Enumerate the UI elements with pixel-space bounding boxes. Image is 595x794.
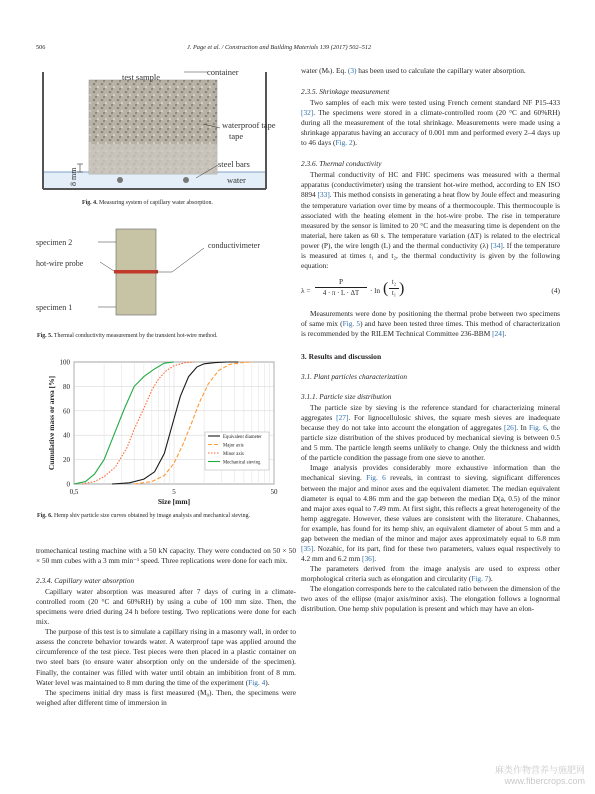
figure-6 [36, 356, 296, 506]
citation-link[interactable]: [33] [317, 190, 330, 200]
citation-link[interactable]: [32] [301, 108, 314, 118]
citation-link[interactable]: [26] [504, 423, 517, 433]
citation-link[interactable]: [27] [336, 413, 349, 423]
subsection-heading: 3.1. Plant particles characterization [301, 372, 407, 382]
left-column-text [36, 546, 296, 708]
particle-size-chart [36, 356, 296, 506]
paragraph: water (Mₜ). Eq. (3) has been used to calculate the capillary water absorption. [301, 66, 526, 75]
fig-ref-link[interactable]: Fig. 7 [471, 573, 489, 583]
running-header: J. Page et al. / Construction and Building Materials 139 (2017) 502–512 [187, 44, 372, 51]
x-tick-label: 5 [172, 488, 176, 496]
y-tick-label: 100 [59, 358, 70, 367]
label-8mm: 8 mm [69, 167, 78, 186]
section-heading: 2.3.4. Capillary water absorption [36, 576, 135, 586]
watermark: 麻类作物营养与施肥网 www.fibercrops.com [494, 765, 585, 786]
steel-bar-right [183, 177, 189, 183]
x-axis-label: Size [mm] [157, 497, 191, 506]
paragraph: Two samples of each mix were tested using French cement standard NF P15-433 [32]. The specimens were stored in a climate-controlled room (20 °C and 60%RH) during all the measurement of the total shrinkage. Measurements were made using a shrinkage apparatus having an accuracy of 0.001 mm and performed every 2–4 days up to 46 days (Fig. 2). [301, 98, 560, 148]
citation-link[interactable]: [24] [492, 328, 505, 338]
fig6-caption: Fig. 6. Hemp shiv particle size curves obtained by image analysis and mechanical sieving. [37, 513, 250, 519]
y-tick-label: 80 [63, 382, 70, 391]
label-waterproof: waterproof tape [222, 120, 276, 130]
paragraph: The parameters derived from the image analysis are used to express other morphological criteria such as elongation and circularity (Fig. 7). [301, 563, 560, 583]
y-tick-label: 20 [63, 456, 70, 465]
capillary-absorption-diagram [36, 58, 298, 194]
y-tick-label: 0 [66, 480, 70, 489]
section-heading: 2.3.6. Thermal conductivity [301, 159, 382, 169]
specimen-2-block [116, 229, 156, 271]
specimen-1-block [116, 273, 156, 315]
legend-label: Major axis [223, 443, 244, 449]
label-hot-wire: hot-wire probe [36, 259, 84, 268]
fig4-caption: Fig. 4. Measuring system of capillary water absorption. [82, 200, 213, 206]
equation-4: λ = P 4 · π · L · ΔT · ln ( t₂ t₁ ) (4) [301, 276, 560, 297]
hot-wire-diagram [36, 224, 298, 324]
label-conductivimeter: conductivimeter [208, 241, 260, 250]
fig-ref-link[interactable]: Fig. 6 [529, 423, 547, 433]
paragraph: Measurements were done by positioning the thermal probe between two specimens of same mix (Fig. 5) and have been tested three times. This method of characterization is recommended by the RILEM Technical Committee 236-BBM [24]. [301, 308, 561, 338]
label-specimen2: specimen 2 [36, 238, 73, 247]
label-specimen1: specimen 1 [36, 303, 73, 312]
eq-ref-link[interactable]: (3) [347, 66, 357, 75]
legend-label: Minor axis [223, 452, 244, 457]
paragraph: Thermal conductivity of HC and FHC specimens was measured with a thermal apparatus (conductivimeter) using the transient hot-wire method, according to EN ISO 8894 [33]. This method consists in generating a heat flow by Joule effect and measuring the temperature variation over time by means of a thermocouple. This thermocouple is associated with the heating element in the hot-wire probe. The rise in temperature measured by the sensor is limited to 20 °C and the measuring time is dependent on the material, here taken as 60 s. The temperature variation (ΔT) is related to the electrical power (P), the wire length (L) and the thermal conductivity (λ) [34]. If the temperature is measured at times t₁ and t₂, the thermal conductivity is given by the following equation: [301, 170, 560, 270]
right-column-text [301, 66, 560, 614]
label-steel-bars: steel bars [218, 159, 250, 169]
figure-5 [36, 224, 298, 324]
paragraph: The purpose of this test is to simulate a capillary rising in a masonry wall, in order to assess the concrete behavior towards water. A waterproof tape was applied around the circumference of the test piece. Test pieces were then placed in a plastic container on two steel bars (to ensure water absorption only on the underside of the specimen). Finally, the container was filled with water until obtain an imbibition front of 8 mm. Water level was maintained to 8 mm during the time of the experiment (Fig. 4). [36, 627, 296, 687]
label-tape: tape [229, 131, 244, 141]
waterproof-tape-band [89, 144, 217, 174]
paragraph: The elongation corresponds here to the calculated ratio between the dimension of the two axes of the ellipse (major axis/minor axis). The elongation follows a lognormal distribution. One hemp shiv population is present and which may have an elon- [301, 583, 560, 614]
x-tick-label: 0,5 [69, 488, 79, 496]
hot-wire-probe-strip [114, 270, 158, 274]
citation-link[interactable]: [34] [490, 240, 503, 250]
steel-bar-left [117, 177, 123, 183]
fig-ref-link[interactable]: Fig. 5 [342, 318, 361, 328]
figure-4 [36, 58, 298, 194]
x-tick-label: 50 [270, 488, 278, 496]
page-number: 506 [36, 44, 46, 51]
fig-ref-link[interactable]: Fig. 2 [335, 138, 353, 148]
legend-label: Equivalent diameter [223, 435, 262, 440]
paragraph: tromechanical testing machine with a 50 kN capacity. They were conducted on 50 × 50 × 50 mm cubes with a 3 mm min⁻¹ speed. Three replications were done for each mix. [36, 546, 296, 566]
y-tick-label: 60 [63, 407, 70, 416]
label-container: container [207, 67, 239, 77]
paragraph: Capillary water absorption was measured after 7 days of curing in a climate-controlled room (20 °C and 60%RH) by using a cube of 100 mm size. Then, the specimens were dried during 24 h before testing. Two replications were done for each mix. [36, 587, 296, 627]
y-tick-label: 40 [63, 431, 70, 440]
paragraph: Image analysis provides considerably more exhaustive information than the mechanical sieving. Fig. 6 reveals, in contrast to sieving, significant differences between the major and minor axes and the equivalent diameter. The median equivalent diameter is equal to 4.86 mm and the gap between the median D(a, 0.5) of the minor and major axes equal to 7.49 mm. At first sight, this reflects a great heterogeneity of the hemp aggregate. However, these values are consistent with the literature. Chabannes, for example, has found for its hemp shiv, an equivalent diameter of about 5 mm and a gap between the median of the minor and major axes approximately equal to 6.8 mm [35]. Nozahic, for its part, find for these two parameters, values equal respectively to 4.2 mm and 6.2 mm [36]. [301, 463, 561, 563]
section-heading: 3. Results and discussion [301, 351, 382, 361]
citation-link[interactable]: [35] [301, 543, 314, 553]
label-test-sample: test sample [122, 72, 161, 82]
citation-link[interactable]: [36] [362, 553, 375, 563]
label-water: water [227, 175, 246, 185]
fig-ref-link[interactable]: Fig. 4 [248, 677, 266, 687]
fig-ref-link[interactable]: Fig. 6 [366, 473, 386, 483]
section-heading: 2.3.5. Shrinkage measurement [301, 87, 390, 97]
fig5-caption: Fig. 5. Thermal conductivity measurement by the transient hot-wire method. [37, 333, 218, 339]
paragraph: The particle size by sieving is the reference standard for characterizing mineral aggregates [27]. For lignocellulosic shives, the square mesh sieves are inadequate because they do not take into account the elongation of aggregates [26]. In Fig. 6, the particle size distribution of the shives produced by mechanical sieving is between 0.5 and 5 mm. The particle length seems unlikely to change. Only the thickness and width of the particle condition the passage from one sieve to another. [301, 403, 560, 463]
subsubsection-heading: 3.1.1. Particle size distribution [301, 392, 392, 402]
y-axis-label: Cumulative mass or area [%] [47, 375, 56, 471]
legend-label: Mechanical sieving [223, 460, 261, 466]
paragraph: The specimens initial dry mass is first measured (M₀). Then, the specimens were weighed after different time of immersion in [36, 687, 296, 707]
